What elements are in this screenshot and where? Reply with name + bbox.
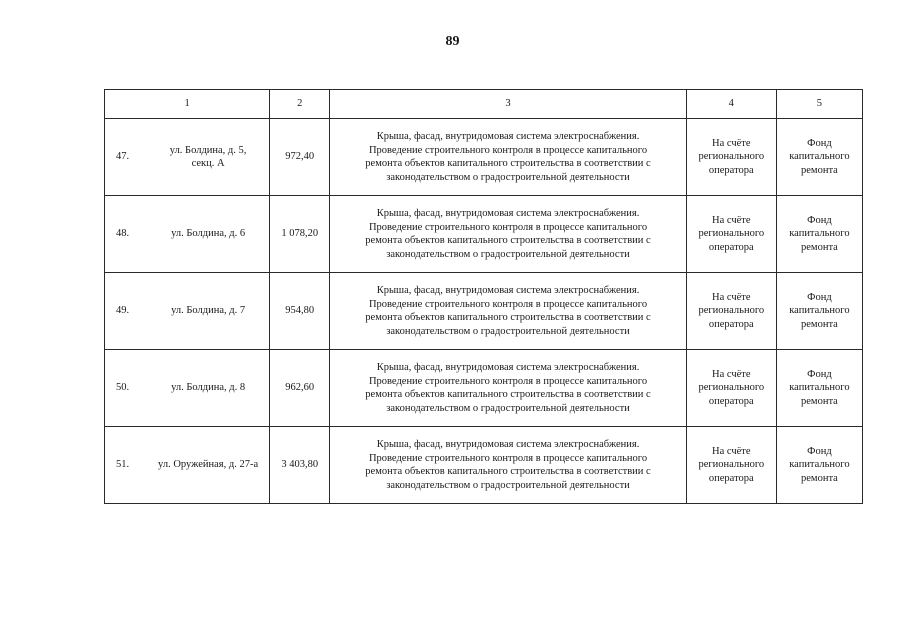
fund-cell-line: Фонд <box>807 137 832 149</box>
work-description-cell-line: законодательством о градостроительной деятельности <box>386 479 630 491</box>
account-cell-line: На счёте <box>712 368 751 380</box>
work-description-cell-line: законодательством о градостроительной деятельности <box>386 325 630 337</box>
address-text <box>150 304 266 318</box>
work-description-cell-line: Проведение строительного контроля в процессе капитального <box>368 452 648 464</box>
account-cell <box>686 350 776 427</box>
work-description-cell <box>330 196 686 273</box>
header-col-2: 2 <box>270 90 330 119</box>
account-cell-line: оператора <box>708 472 754 484</box>
table-row <box>105 350 863 427</box>
header-row <box>105 90 863 119</box>
row-number: 51. <box>116 459 130 471</box>
area-cell: 954,80 <box>270 273 330 350</box>
work-description-cell-line: ремонта объектов капитального строительства в соответствии с <box>365 389 651 400</box>
fund-cell-line: капитального <box>789 459 850 471</box>
work-description-cell-line: Крыша, фасад, внутридомовая система электроснабжения. <box>376 208 640 219</box>
fund-cell-line: капитального <box>789 151 850 163</box>
account-cell <box>686 273 776 350</box>
address-line: ул. Болдина, д. 7 <box>171 305 246 317</box>
address-text <box>150 381 266 395</box>
account-cell-line: регионального <box>698 228 765 240</box>
address-cell <box>105 119 270 196</box>
work-description-cell <box>330 119 686 196</box>
work-description-cell-line: Проведение строительного контроля в процессе капитального <box>368 144 648 156</box>
fund-cell <box>776 273 862 350</box>
address-cell <box>105 196 270 273</box>
work-description-cell-line: Крыша, фасад, внутридомовая система электроснабжения. <box>376 362 640 373</box>
address-cell <box>105 350 270 427</box>
address-line: ул. Болдина, д. 6 <box>171 228 246 240</box>
address-line: ул. Болдина, д. 8 <box>171 382 246 394</box>
address-cell <box>105 273 270 350</box>
fund-cell <box>776 196 862 273</box>
account-cell-line: регионального <box>698 305 765 317</box>
fund-cell-line: Фонд <box>807 291 832 303</box>
work-description-cell-line: Крыша, фасад, внутридомовая система электроснабжения. <box>376 439 640 450</box>
fund-cell <box>776 427 862 504</box>
fund-cell-line: капитального <box>789 382 850 394</box>
account-cell-line: регионального <box>698 382 765 394</box>
account-cell-line: На счёте <box>712 137 751 149</box>
table-header <box>105 90 863 119</box>
table-row <box>105 273 863 350</box>
address-line: секц. А <box>191 158 225 169</box>
row-number: 47. <box>116 151 130 163</box>
work-description-cell-line: ремонта объектов капитального строительства в соответствии с <box>365 466 651 477</box>
table-row <box>105 196 863 273</box>
row-number: 50. <box>116 382 130 394</box>
account-cell-line: оператора <box>708 318 754 330</box>
work-description-cell <box>330 273 686 350</box>
work-description-cell-line: законодательством о градостроительной деятельности <box>386 248 630 260</box>
fund-cell-line: Фонд <box>807 445 832 457</box>
work-description-cell-line: Крыша, фасад, внутридомовая система электроснабжения. <box>376 131 640 142</box>
account-cell-line: оператора <box>708 395 754 407</box>
account-cell <box>686 119 776 196</box>
work-description-cell <box>330 350 686 427</box>
address-text <box>150 144 266 171</box>
fund-cell-line: ремонта <box>801 164 838 176</box>
address-text <box>150 458 266 472</box>
work-description-cell-line: законодательством о градостроительной деятельности <box>386 171 630 183</box>
address-text <box>150 227 266 241</box>
work-description-cell-line: Проведение строительного контроля в процессе капитального <box>368 298 648 310</box>
account-cell-line: На счёте <box>712 291 751 303</box>
account-cell-line: На счёте <box>712 214 751 226</box>
table-body <box>105 119 863 504</box>
account-cell-line: оператора <box>708 241 754 253</box>
account-cell <box>686 427 776 504</box>
repair-register-table <box>104 89 863 504</box>
fund-cell-line: Фонд <box>807 214 832 226</box>
row-number: 49. <box>116 305 130 317</box>
fund-cell-line: ремонта <box>801 395 838 407</box>
work-description-cell-line: Проведение строительного контроля в процессе капитального <box>368 221 648 233</box>
area-cell: 1 078,20 <box>270 196 330 273</box>
fund-cell <box>776 350 862 427</box>
header-col-1: 1 <box>105 90 270 119</box>
area-cell: 972,40 <box>270 119 330 196</box>
fund-cell <box>776 119 862 196</box>
table-row <box>105 119 863 196</box>
account-cell-line: оператора <box>708 164 754 176</box>
fund-cell-line: капитального <box>789 228 850 240</box>
work-description-cell-line: ремонта объектов капитального строительства в соответствии с <box>365 312 651 323</box>
address-line: ул. Оружейная, д. 27-а <box>158 459 259 471</box>
account-cell-line: регионального <box>698 151 765 163</box>
header-col-5: 5 <box>776 90 862 119</box>
work-description-cell-line: ремонта объектов капитального строительства в соответствии с <box>365 158 651 169</box>
work-description-cell <box>330 427 686 504</box>
area-cell: 962,60 <box>270 350 330 427</box>
fund-cell-line: ремонта <box>801 241 838 253</box>
area-cell: 3 403,80 <box>270 427 330 504</box>
fund-cell-line: Фонд <box>807 368 832 380</box>
account-cell-line: На счёте <box>712 445 751 457</box>
address-line: ул. Болдина, д. 5, <box>169 144 247 156</box>
work-description-cell-line: ремонта объектов капитального строительства в соответствии с <box>365 235 651 246</box>
table-row <box>105 427 863 504</box>
fund-cell-line: капитального <box>789 305 850 317</box>
account-cell-line: регионального <box>698 459 765 471</box>
page-number: 89 <box>445 34 460 49</box>
header-col-4: 4 <box>686 90 776 119</box>
fund-cell-line: ремонта <box>801 472 838 484</box>
work-description-cell-line: законодательством о градостроительной деятельности <box>386 402 630 414</box>
account-cell <box>686 196 776 273</box>
fund-cell-line: ремонта <box>801 318 838 330</box>
address-cell <box>105 427 270 504</box>
header-col-3: 3 <box>330 90 686 119</box>
work-description-cell-line: Проведение строительного контроля в процессе капитального <box>368 375 648 387</box>
row-number: 48. <box>116 228 130 240</box>
work-description-cell-line: Крыша, фасад, внутридомовая система электроснабжения. <box>376 285 640 296</box>
